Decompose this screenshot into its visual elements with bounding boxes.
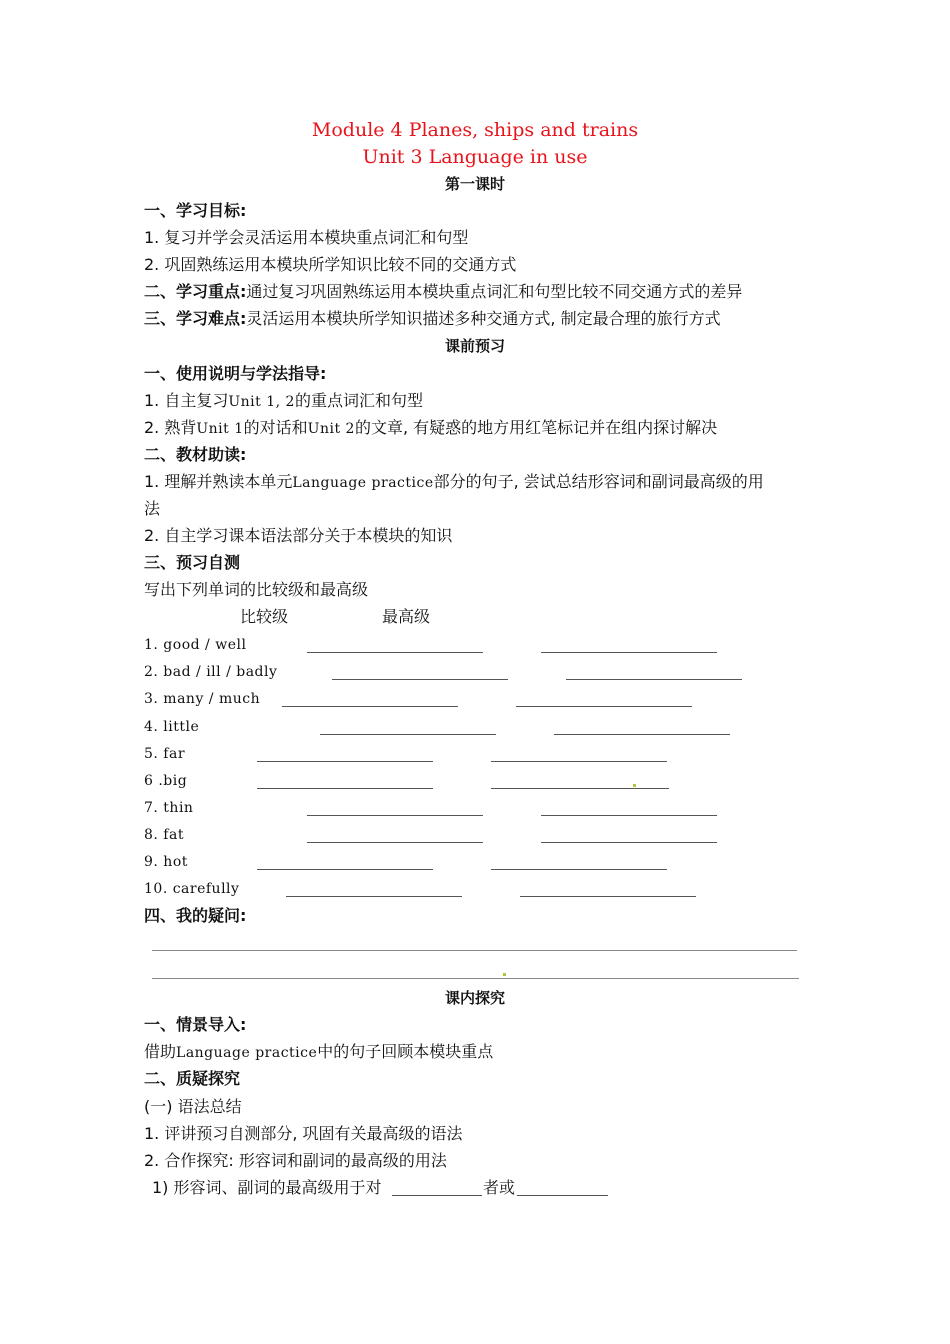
superlative-blank[interactable]: [491, 761, 667, 762]
key-point-text: 通过复习巩固熟练运用本模块重点词汇和句型比较不同交通方式的差异: [246, 282, 743, 301]
comparative-blank[interactable]: [307, 815, 483, 816]
word-item: 6 .big: [144, 773, 188, 789]
superlative-blank[interactable]: [554, 734, 730, 735]
fill-blank-2[interactable]: [517, 1195, 608, 1196]
question-heading: 四、我的疑问:: [144, 906, 247, 925]
superlative-blank[interactable]: [541, 842, 717, 843]
guide-item-2: [144, 418, 717, 439]
grammar-item-3b: 者或: [483, 1178, 516, 1197]
comparative-blank[interactable]: [257, 788, 433, 789]
guide-item-2-e: 的文章, 有疑惑的地方用红笔标记并在组内探讨解决: [354, 418, 718, 437]
lesson-label: 第一课时: [444, 175, 505, 193]
word-item: 5. far: [144, 746, 186, 762]
book-item-1-a: 1. 理解并熟读本单元: [144, 472, 293, 491]
self-test-instruction: 写出下列单词的比较级和最高级: [144, 580, 369, 599]
book-heading: 二、教材助读:: [144, 445, 247, 464]
word-item: 9. hot: [144, 854, 188, 870]
word-item: 8. fat: [144, 827, 184, 843]
book-item-1-b: Language practice: [292, 475, 434, 491]
grammar-item-3a: 1) 形容词、副词的最高级用于对: [152, 1178, 382, 1197]
key-point-label: 二、学习重点:: [144, 282, 247, 301]
question-line-2[interactable]: [152, 978, 799, 979]
goal-item-2: 2. 巩固熟练运用本模块所学知识比较不同的交通方式: [144, 255, 517, 274]
superlative-blank[interactable]: [516, 706, 692, 707]
intro-text-c: 中的句子回顾本模块重点: [317, 1042, 494, 1061]
guide-item-1: [144, 391, 423, 412]
guide-item-1-b: Unit 1, 2: [228, 394, 295, 410]
explore-heading: 二、质疑探究: [144, 1069, 241, 1088]
book-item-1: [144, 472, 764, 493]
superlative-blank[interactable]: [541, 652, 717, 653]
superlative-blank[interactable]: [520, 896, 696, 897]
speck-mark: [503, 973, 506, 976]
comparative-blank[interactable]: [320, 734, 496, 735]
book-item-2: 2. 自主学习课本语法部分关于本模块的知识: [144, 526, 453, 545]
col-comparative: 比较级: [240, 607, 289, 626]
intro-heading: 一、情景导入:: [144, 1015, 247, 1034]
guide-heading: 一、使用说明与学法指导:: [144, 364, 327, 383]
preview-heading: 课前预习: [444, 337, 505, 355]
superlative-blank[interactable]: [491, 869, 667, 870]
comparative-blank[interactable]: [257, 761, 433, 762]
intro-text-a: 借助: [144, 1042, 177, 1061]
guide-item-2-c: 的对话和: [243, 418, 308, 437]
guide-item-1-c: 的重点词汇和句型: [294, 391, 423, 410]
comparative-blank[interactable]: [332, 679, 508, 680]
difficult-point-label: 三、学习难点:: [144, 309, 247, 328]
guide-item-1-a: 1. 自主复习: [144, 391, 229, 410]
grammar-summary: (一) 语法总结: [144, 1097, 242, 1116]
comparative-blank[interactable]: [307, 652, 483, 653]
goal-item-1: 1. 复习并学会灵活运用本模块重点词汇和句型: [144, 228, 469, 247]
grammar-item-1: 1. 评讲预习自测部分, 巩固有关最高级的语法: [144, 1124, 463, 1143]
superlative-blank[interactable]: [566, 679, 742, 680]
goals-heading: 一、学习目标:: [144, 201, 247, 220]
word-item: 7. thin: [144, 800, 194, 816]
guide-item-2-a: 2. 熟背: [144, 418, 197, 437]
difficult-point-row: [144, 309, 721, 329]
speck-mark: [633, 784, 636, 787]
word-item: 10. carefully: [144, 881, 240, 897]
self-test-heading: 三、预习自测: [144, 553, 241, 572]
comparative-blank[interactable]: [257, 869, 433, 870]
question-line-1[interactable]: [152, 950, 797, 951]
guide-item-2-b: Unit 1: [196, 421, 244, 437]
col-superlative: 最高级: [382, 607, 431, 626]
intro-text: [144, 1042, 493, 1063]
word-item: 2. bad / ill / badly: [144, 664, 278, 680]
difficult-point-text: 灵活运用本模块所学知识描述多种交通方式, 制定最合理的旅行方式: [246, 309, 721, 328]
grammar-item-2: 2. 合作探究: 形容词和副词的最高级的用法: [144, 1151, 447, 1170]
book-item-1-cont: 法: [144, 499, 161, 518]
comparative-blank[interactable]: [307, 842, 483, 843]
module-title: Module 4 Planes, ships and trains: [311, 119, 639, 141]
unit-title: Unit 3 Language in use: [362, 146, 588, 168]
guide-item-2-d: Unit 2: [307, 421, 355, 437]
word-item: 4. little: [144, 719, 200, 735]
word-item: 3. many / much: [144, 691, 261, 707]
superlative-blank[interactable]: [541, 815, 717, 816]
inclass-heading: 课内探究: [444, 989, 505, 1007]
comparative-blank[interactable]: [286, 896, 462, 897]
superlative-blank[interactable]: [491, 788, 669, 789]
comparative-blank[interactable]: [282, 706, 458, 707]
intro-text-b: Language practice: [176, 1045, 318, 1061]
word-item: 1. good / well: [144, 637, 247, 653]
book-item-1-c: 部分的句子, 尝试总结形容词和副词最高级的用: [433, 472, 764, 491]
key-point-row: [144, 282, 742, 302]
fill-blank-1[interactable]: [392, 1195, 482, 1196]
